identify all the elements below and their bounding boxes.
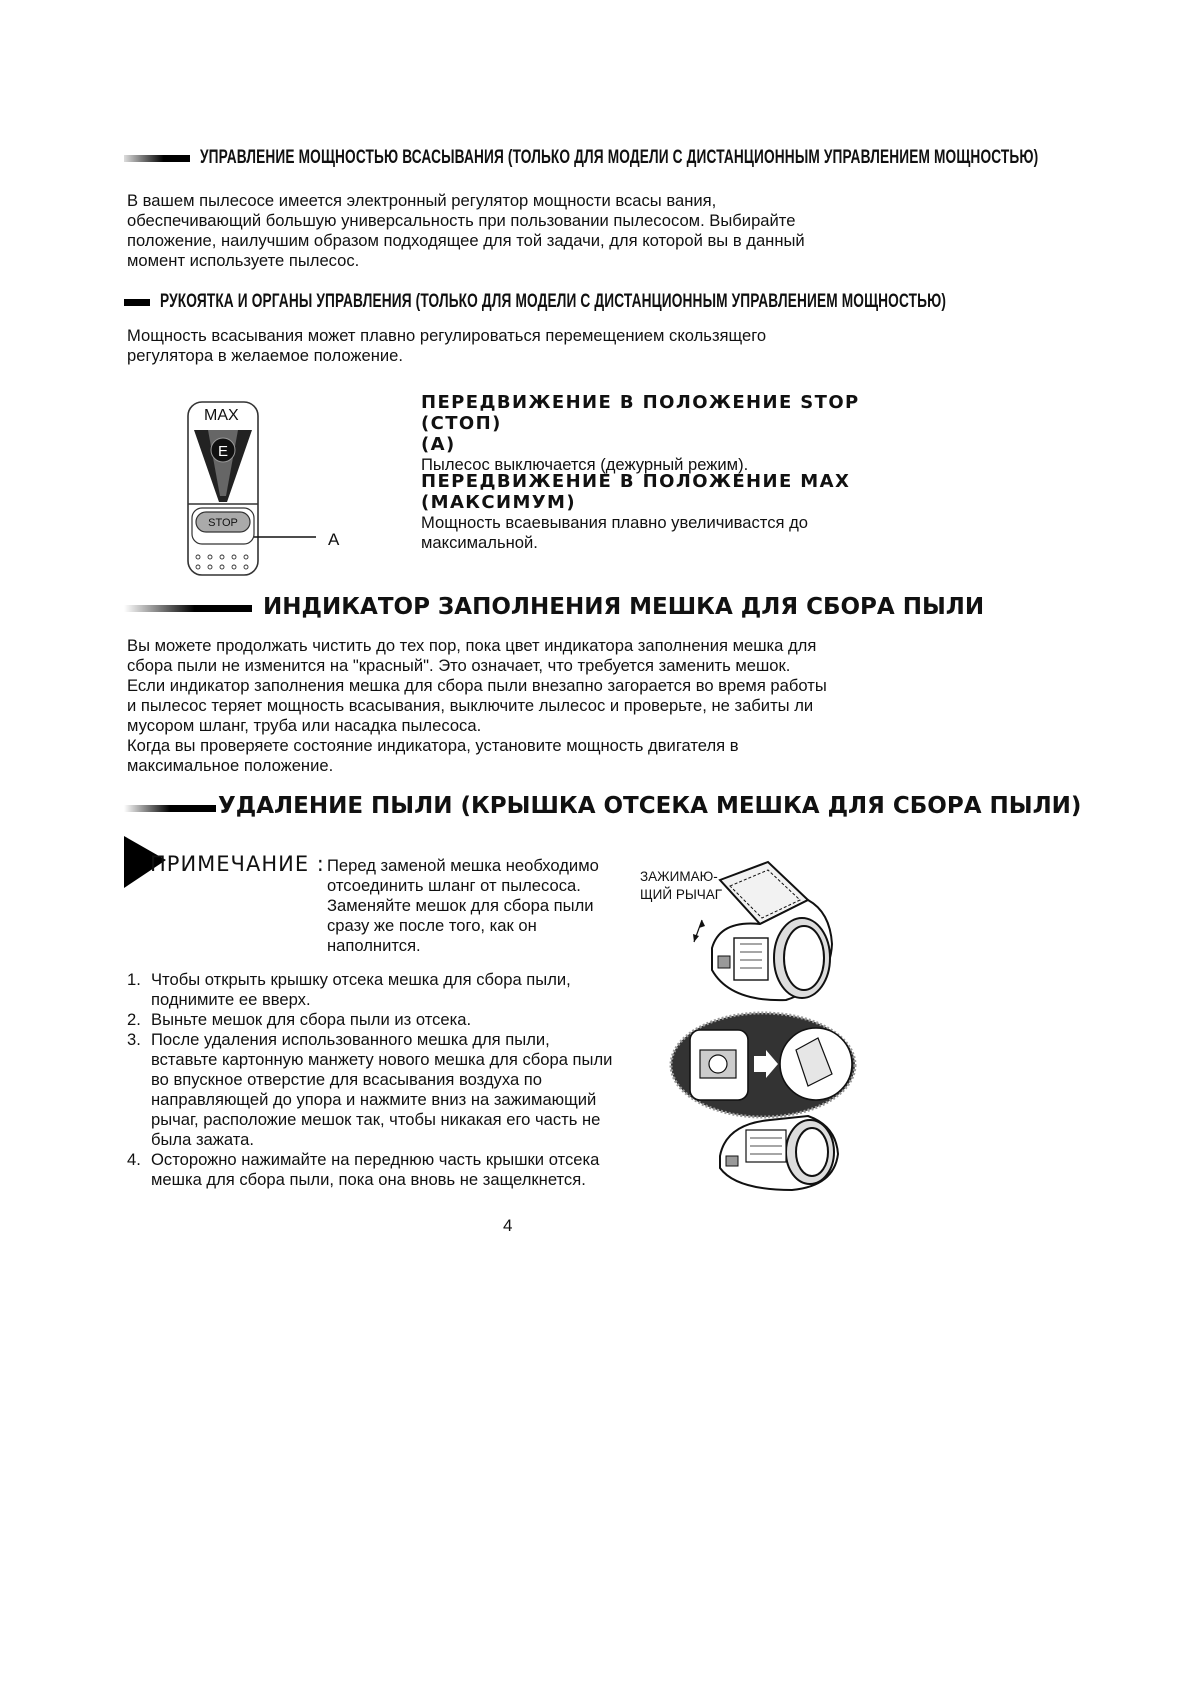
section-title-dust-indicator: ИНДИКАТОР ЗАПОЛНЕНИЯ МЕШКА ДЛЯ СБОРА ПЫЛИ: [263, 594, 985, 620]
section-bar: [124, 605, 252, 612]
list-item: 2. Выньте мешок для сбора пыли из отсека.: [127, 1010, 472, 1029]
page-number: 4: [503, 1216, 513, 1235]
power-control-text: В вашем пылесосе имеется электронный регулятор мощности всасы вания, обеспечивающий большую универсальность при пользовании пылесосом. Выбирайте положение, наилучшим образом подходящее для той задачи, для которой вы в данный момент используете пылесос.: [127, 191, 805, 270]
pointer-label-a: A: [328, 530, 340, 549]
max-label: MAX: [204, 407, 239, 424]
section-bar: [124, 805, 216, 812]
section-bar: [124, 155, 190, 162]
stop-description: ПЕРЕДВИЖЕНИЕ В ПОЛОЖЕНИЕ STOP (СТОП) (A) Пылесос выключается (дежурный режим).: [421, 392, 860, 474]
handle-controls-text: Мощность всасывания может плавно регулироваться перемещением скользящего регулятора в желаемое положение.: [127, 326, 767, 365]
max-description: ПЕРЕДВИЖЕНИЕ В ПОЛОЖЕНИЕ MAX (МАКСИМУМ) Мощность всаевывания плавно увеличивастся до максимальной.: [421, 471, 851, 552]
list-item: 1. Чтобы открыть крышку отсека мешка для сбора пыли, поднимите ее вверх.: [127, 970, 571, 1009]
e-indicator-label: E: [217, 443, 229, 460]
removal-steps: [127, 970, 667, 1190]
section-title-dust-removal: УДАЛЕНИЕ ПЫЛИ (КРЫШКА ОТСЕКА МЕШКА ДЛЯ СБОРА ПЫЛИ): [218, 793, 1082, 819]
note-label: ПРИМЕЧАНИЕ :: [150, 852, 325, 876]
section-title-handle-controls: РУКОЯТКА И ОРГАНЫ УПРАВЛЕНИЯ (ТОЛЬКО ДЛЯ МОДЕЛИ С ДИСТАНЦИОННЫМ УПРАВЛЕНИЕМ МОЩНОСТЬЮ): [160, 291, 947, 312]
list-item: 4. Осторожно нажимайте на переднюю часть крышки отсека мешка для сбора пыли, пока она вновь не защелкнется.: [127, 1150, 600, 1189]
clamping-lever-label: ЗАЖИМАЮ- ЩИЙ РЫЧАГ: [640, 869, 723, 902]
vacuum-open-lid-illustration: [690, 860, 840, 1015]
note-text: Перед заменой мешка необходимо отсоединить шланг от пылесоса. Заменяйте мешок для сбора пыли сразу же после того, как он наполнится.: [327, 856, 599, 955]
vacuum-closed-illustration: [712, 1106, 842, 1197]
dust-indicator-text: Вы можете продолжать чистить до тех пор, пока цвет индикатора заполнения мешка для сбора пыли не изменится на "красный". Это означает, что требуется заменить мешок. Если индикатор заполнения мешка для сбора пыли внезапно загорается во время работы и пылесос теряет мощность всасывания, выключите лылесос и проверьте, не забиты ли мусором шланг, труба или насадка пылесоса. Когда вы проверяете состояние индикатора, установите мощность двигателя в максимальное положение.: [127, 636, 827, 775]
section-title-power-control: УПРАВЛЕНИЕ МОЩНОСТЬЮ ВСАСЫВАНИЯ (ТОЛЬКО ДЛЯ МОДЕЛИ С ДИСТАНЦИОННЫМ УПРАВЛЕНИЕМ МОЩНОСТЬЮ): [200, 147, 1039, 168]
list-item: 3. После удаления использованного мешка для пыли, вставьте картонную манжету нового мешка для сбора пыли во впускное отверстие для всасывания воздуха по направляющей до упора и нажмите вниз на зажимающий рычаг, расположие мешок так, чтобы никакая его часть не была зажата.: [127, 1030, 613, 1149]
section-bar: [124, 299, 150, 306]
stop-button-label: STOP: [208, 517, 238, 529]
power-slider-diagram: [186, 400, 346, 580]
